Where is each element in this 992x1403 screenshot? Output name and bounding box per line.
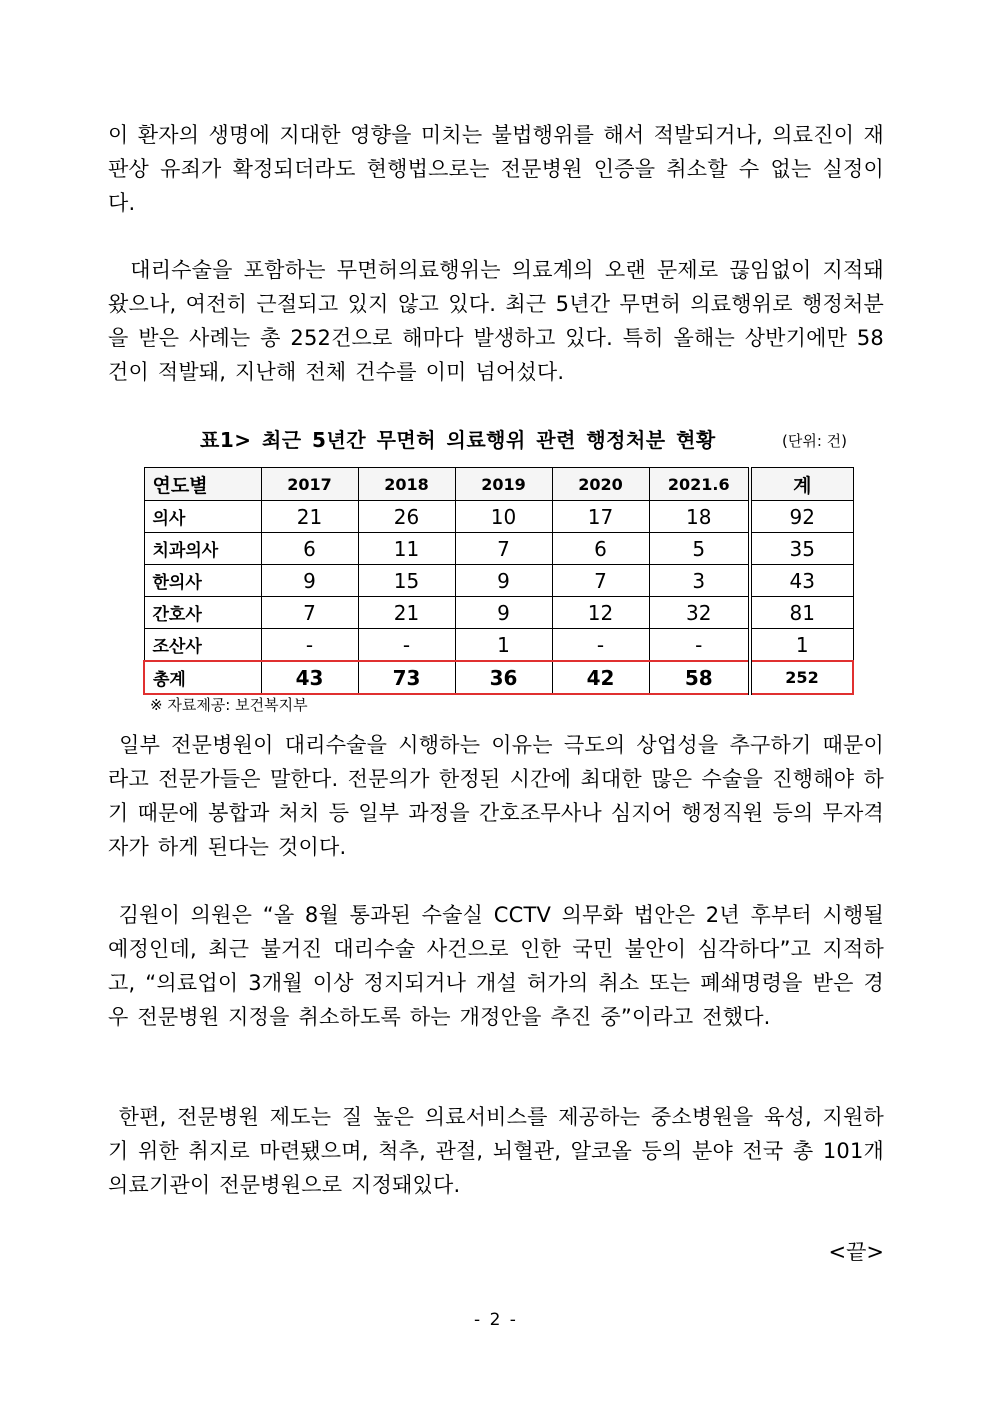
table-cell: 6 [552, 533, 649, 565]
table-cell: 32 [649, 597, 750, 629]
row-label: 조산사 [144, 629, 261, 662]
table-cell: - [649, 629, 750, 662]
table-header-row [144, 468, 853, 501]
table-cell: 9 [455, 597, 552, 629]
table-source-note: ※ 자료제공: 보건복지부 [150, 696, 308, 714]
table-cell: 12 [552, 597, 649, 629]
row-label: 의사 [144, 501, 261, 533]
table-cell: 6 [261, 533, 358, 565]
paragraph-4: 김원이 의원은 “올 8월 통과된 수술실 CCTV 의무화 법안은 2년 후부터 시행될 예정인데, 최근 불거진 대리수술 사건으로 인한 국민 불안이 심각하다”고 지적하고, “의료업이 3개월 이상 정지되거나 개설 허가의 취소 또는 폐쇄명령을 받은 경우 전문병원 지정을 취소하도록 하는 개정안을 추진 중”이라고 전했다. [108, 903, 884, 1029]
table-cell: 7 [455, 533, 552, 565]
table-cell: 21 [261, 501, 358, 533]
paragraph-5: 한편, 전문병원 제도는 질 높은 의료서비스를 제공하는 중소병원을 육성, 지원하기 위한 취지로 마련됐으며, 척추, 관절, 뇌혈관, 알코올 등의 분야 전국 총 101개 의료기관이 전문병원으로 지정돼있다. [108, 1105, 884, 1197]
year-header: 2018 [358, 468, 455, 501]
corner-header: 연도별 [144, 468, 261, 501]
table-cell: 17 [552, 501, 649, 533]
table-cell: 11 [358, 533, 455, 565]
table-row [144, 565, 853, 597]
table-unit: (단위: 건) [782, 432, 847, 450]
table-cell: 7 [261, 597, 358, 629]
row-label: 치과의사 [144, 533, 261, 565]
table-title: 표1> 최근 5년간 무면허 의료행위 관련 행정처분 현황 [200, 428, 716, 452]
table-cell: - [358, 629, 455, 662]
table-cell: - [552, 629, 649, 662]
table-row [144, 501, 853, 533]
row-label: 간호사 [144, 597, 261, 629]
sum-cell: 73 [358, 661, 455, 694]
table-cell: - [261, 629, 358, 662]
page-number: - 2 - [474, 1310, 518, 1330]
table-cell: 1 [455, 629, 552, 662]
table-cell: 5 [649, 533, 750, 565]
table-cell: 9 [261, 565, 358, 597]
sum-cell: 42 [552, 661, 649, 694]
year-header: 2019 [455, 468, 552, 501]
year-header: 2021.6 [649, 468, 750, 501]
table-cell: 3 [649, 565, 750, 597]
table-cell: 18 [649, 501, 750, 533]
table-cell: 15 [358, 565, 455, 597]
paragraph-1: 이 환자의 생명에 지대한 영향을 미치는 불법행위를 해서 적발되거나, 의료진이 재판상 유죄가 확정되더라도 현행법으로는 전문병원 인증을 취소할 수 없는 실정이다. [108, 123, 884, 215]
row-total: 81 [750, 597, 853, 629]
admin-action-table [143, 467, 854, 695]
table-row [144, 597, 853, 629]
paragraph-3: 일부 전문병원이 대리수술을 시행하는 이유는 극도의 상업성을 추구하기 때문이라고 전문가들은 말한다. 전문의가 한정된 시간에 최대한 많은 수술을 진행해야 하기 때문에 봉합과 처치 등 일부 과정을 간호조무사나 심지어 행정직원 등의 무자격자가 하게 된다는 것이다. [108, 733, 884, 859]
end-mark: <끝> [828, 1240, 884, 1264]
row-total: 1 [750, 629, 853, 662]
paragraph-2: 대리수술을 포함하는 무면허의료행위는 의료계의 오랜 문제로 끊임없이 지적돼왔으나, 여전히 근절되고 있지 않고 있다. 최근 5년간 무면허 의료행위로 행정처분을 받은 사례는 총 252건으로 해마다 발생하고 있다. 특히 올해는 상반기에만 58건이 적발돼, 지난해 전체 건수를 이미 넘어섰다. [108, 258, 884, 384]
total-header: 계 [750, 468, 853, 501]
row-label: 한의사 [144, 565, 261, 597]
sum-row [144, 661, 853, 694]
sum-cell: 58 [649, 661, 750, 694]
year-header: 2020 [552, 468, 649, 501]
table-cell: 9 [455, 565, 552, 597]
row-total: 43 [750, 565, 853, 597]
sum-cell: 36 [455, 661, 552, 694]
grand-total: 252 [750, 661, 853, 694]
table-row [144, 533, 853, 565]
table-cell: 21 [358, 597, 455, 629]
table-cell: 26 [358, 501, 455, 533]
table-cell: 7 [552, 565, 649, 597]
row-total: 35 [750, 533, 853, 565]
year-header: 2017 [261, 468, 358, 501]
row-total: 92 [750, 501, 853, 533]
table-cell: 10 [455, 501, 552, 533]
sum-cell: 43 [261, 661, 358, 694]
sum-label: 총계 [144, 661, 261, 694]
table-row [144, 629, 853, 662]
